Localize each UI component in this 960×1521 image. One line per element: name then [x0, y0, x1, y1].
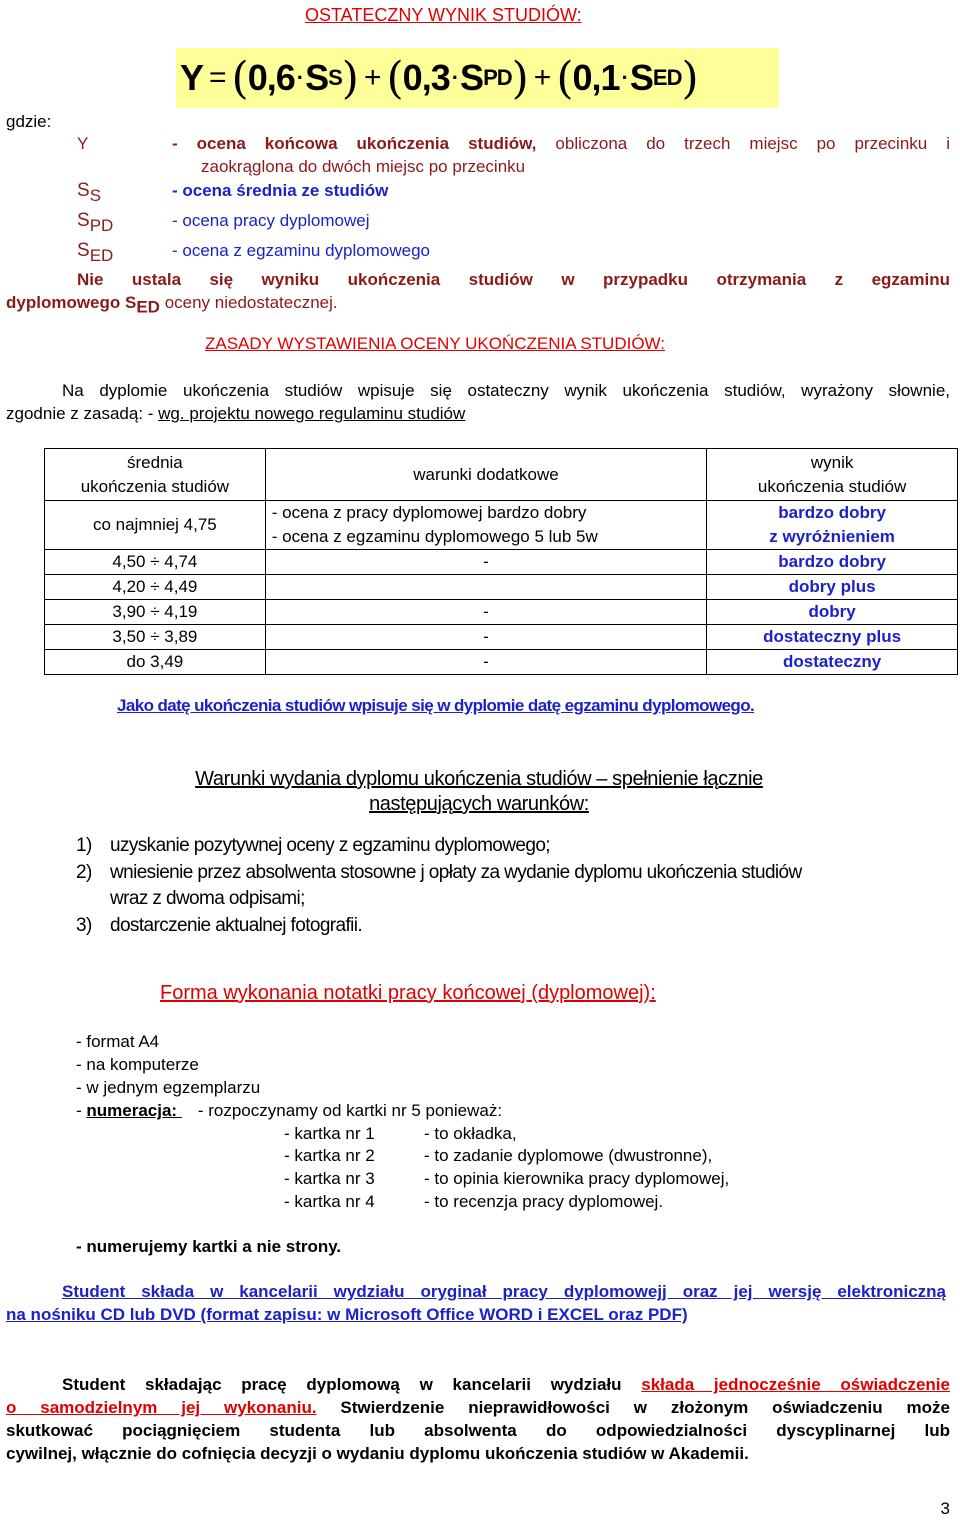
- statement-line4: cywilnej, włącznie do cofnięcia decyzji o wydaniu dyplomu ukończenia studiów w Akademii.: [6, 1444, 749, 1463]
- form-item: - na komputerze: [76, 1055, 199, 1074]
- formula-lparen: (: [556, 52, 573, 104]
- condition-item: 2) wniesienie przez absolwenta stosowne j opłaty za wydanie dyplomu ukończenia studiów: [76, 862, 802, 883]
- formula-coef-1: 0,6: [247, 57, 295, 98]
- table-cell-avg: do 3,49: [45, 650, 266, 675]
- formula-coef-3: 0,1: [572, 57, 620, 98]
- rules-intro-line2: zgodnie z zasadą: - wg. projektu nowego regulaminu studiów: [6, 404, 466, 423]
- card-desc: - to opinia kierownika pracy dyplomowej,: [424, 1169, 730, 1188]
- card-label: - kartka nr 4: [284, 1192, 375, 1211]
- formula-dot: ·: [621, 65, 628, 90]
- formula-equals: =: [209, 61, 226, 94]
- statement-line2: o samodzielnym jej wykonaniu. Stwierdzenie nieprawidłowości w złożonym oświadczeniu może: [6, 1398, 950, 1417]
- legend-note-line2: dyplomowego $S_{ED}$ oceny niedostatecznej.: [6, 293, 338, 317]
- table-header-row: [45, 449, 958, 501]
- card-desc: - to zadanie dyplomowe (dwustronne),: [424, 1146, 713, 1165]
- formula-s2: S: [460, 57, 484, 98]
- legend-sed-symbol: $S_{ED}$: [77, 240, 114, 265]
- formula-dot: ·: [296, 65, 304, 90]
- table-row: [45, 650, 958, 675]
- date-note: Jako datę ukończenia studiów wpisuje się w dyplomie datę egzaminu dyplomowego.: [117, 696, 755, 715]
- condition-item: 1) uzyskanie pozytywnej oceny z egzaminu dyplomowego;: [76, 835, 550, 856]
- legend-y-symbol: Y: [77, 134, 89, 153]
- page-title: OSTATECZNY WYNIK STUDIÓW:: [305, 5, 582, 25]
- grades-table: [44, 448, 958, 675]
- form-item-pages: - numerujemy kartki a nie strony.: [76, 1237, 342, 1256]
- formula-coef-2: 0,3: [402, 57, 450, 98]
- legend-ss-desc: - ocena średnia ze studiów: [172, 181, 389, 200]
- table-row: [45, 550, 958, 575]
- condition-item: 3) dostarczenie aktualnej fotografii.: [76, 915, 363, 936]
- table-cell-avg: 4,50 ÷ 4,74: [45, 550, 266, 575]
- table-row: [45, 575, 958, 600]
- table-row: [45, 625, 958, 650]
- formula-s3: S: [629, 57, 653, 98]
- table-row: [45, 600, 958, 625]
- table-cell-conditions: -: [265, 550, 706, 575]
- statement-line3: skutkować pociągnięciem studenta lub absolwenta do odpowiedzialności dyscyplinarnej lub: [6, 1421, 950, 1440]
- rules-intro-line1: Na dyplomie ukończenia studiów wpisuje się ostateczny wynik ukończenia studiów, wyrażony słownie,: [62, 381, 950, 400]
- formula-lparen: (: [386, 52, 403, 104]
- formula-s1: S: [305, 57, 329, 98]
- table-cell-result: bardzo dobry z wyróżnieniem: [707, 501, 958, 550]
- legend-ss-symbol: $S_S$: [77, 180, 102, 205]
- table-cell-conditions: [265, 575, 706, 600]
- condition-item-cont: wraz z dwoma odpisami;: [110, 888, 305, 909]
- card-label: - kartka nr 1: [284, 1124, 375, 1143]
- submit-line1: Student składa w kancelarii wydziału oryginał pracy dyplomowejj oraz jej wersję elektroniczną: [62, 1282, 946, 1301]
- table-header-avg: średnia ukończenia studiów: [45, 449, 266, 501]
- rules-heading: ZASADY WYSTAWIENIA OCENY UKOŃCZENIA STUDIÓW:: [205, 334, 666, 353]
- submit-line2: na nośniku CD lub DVD (format zapisu: w Microsoft Office WORD i EXCEL oraz PDF): [6, 1305, 688, 1324]
- legend-y-desc-line2: zaokrąglona do dwóch miejsc po przecinku: [201, 157, 526, 176]
- form-heading: Forma wykonania notatki pracy końcowej (dyplomowej):: [160, 982, 656, 1004]
- table-cell-conditions: -: [265, 650, 706, 675]
- form-item: - format A4: [76, 1032, 160, 1051]
- table-cell-conditions: -: [265, 625, 706, 650]
- table-header-result: wynik ukończenia studiów: [707, 449, 958, 501]
- formula-lparen: (: [231, 52, 248, 104]
- legend-note-line1: Nie ustala się wyniku ukończenia studiów w przypadku otrzymania z egzaminu: [77, 270, 950, 289]
- formula-plus: +: [363, 61, 381, 94]
- form-item: - w jednym egzemplarzu: [76, 1078, 261, 1097]
- legend-y-rest: obliczona do trzech miejsc po przecinku i: [555, 134, 951, 153]
- formula-s3-sub: ED: [652, 65, 682, 90]
- card-label: - kartka nr 3: [284, 1169, 375, 1188]
- legend-spd-desc: - ocena pracy dyplomowej: [172, 211, 370, 230]
- table-cell-result: dobry: [707, 600, 958, 625]
- table-cell-result: dostateczny: [707, 650, 958, 675]
- formula-plus: +: [533, 61, 551, 94]
- formula-rparen: ): [341, 52, 358, 104]
- legend-gdzie: gdzie:: [6, 112, 52, 131]
- page-number: 3: [940, 1499, 950, 1518]
- card-desc: - to okładka,: [424, 1124, 517, 1143]
- table-row: [45, 501, 958, 550]
- formula-s2-sub: PD: [483, 65, 512, 90]
- table-cell-avg: 4,20 ÷ 4,49: [45, 575, 266, 600]
- legend-y-desc: [172, 134, 950, 154]
- card-desc: - to recenzja pracy dyplomowej.: [424, 1192, 664, 1211]
- table-cell-avg: co najmniej 4,75: [45, 501, 266, 550]
- table-cell-result: bardzo dobry: [707, 550, 958, 575]
- formula-rparen: ): [511, 52, 528, 104]
- grade-formula: [176, 48, 779, 108]
- legend-spd-symbol: $S_{PD}$: [77, 210, 114, 235]
- legend-y-bold: - ocena końcowa ukończenia studiów,: [172, 134, 537, 153]
- card-label: - kartka nr 2: [284, 1146, 375, 1165]
- formula-s1-sub: S: [328, 65, 342, 90]
- table-cell-result: dobry plus: [707, 575, 958, 600]
- form-item-numbering: - numeracja: - rozpoczynamy od kartki nr 5 ponieważ:: [76, 1101, 503, 1120]
- legend-sed-desc: - ocena z egzaminu dyplomowego: [172, 241, 430, 260]
- formula-dot: ·: [451, 65, 459, 90]
- table-cell-conditions: - ocena z pracy dyplomowej bardzo dobry - ocena z egzaminu dyplomowego 5 lub 5w: [265, 501, 706, 550]
- formula-rparen: ): [681, 52, 698, 104]
- table-cell-conditions: -: [265, 600, 706, 625]
- table-cell-result: dostateczny plus: [707, 625, 958, 650]
- conditions-heading: Warunki wydania dyplomu ukończenia studiów – spełnienie łącznie następujących warunków:: [195, 768, 763, 815]
- table-cell-avg: 3,90 ÷ 4,19: [45, 600, 266, 625]
- formula-y: Y: [180, 57, 204, 98]
- statement-line1: Student składając pracę dyplomową w kancelarii wydziału składa jednocześnie oświadczenie: [62, 1375, 950, 1394]
- table-header-conditions: warunki dodatkowe: [265, 449, 706, 501]
- table-cell-avg: 3,50 ÷ 3,89: [45, 625, 266, 650]
